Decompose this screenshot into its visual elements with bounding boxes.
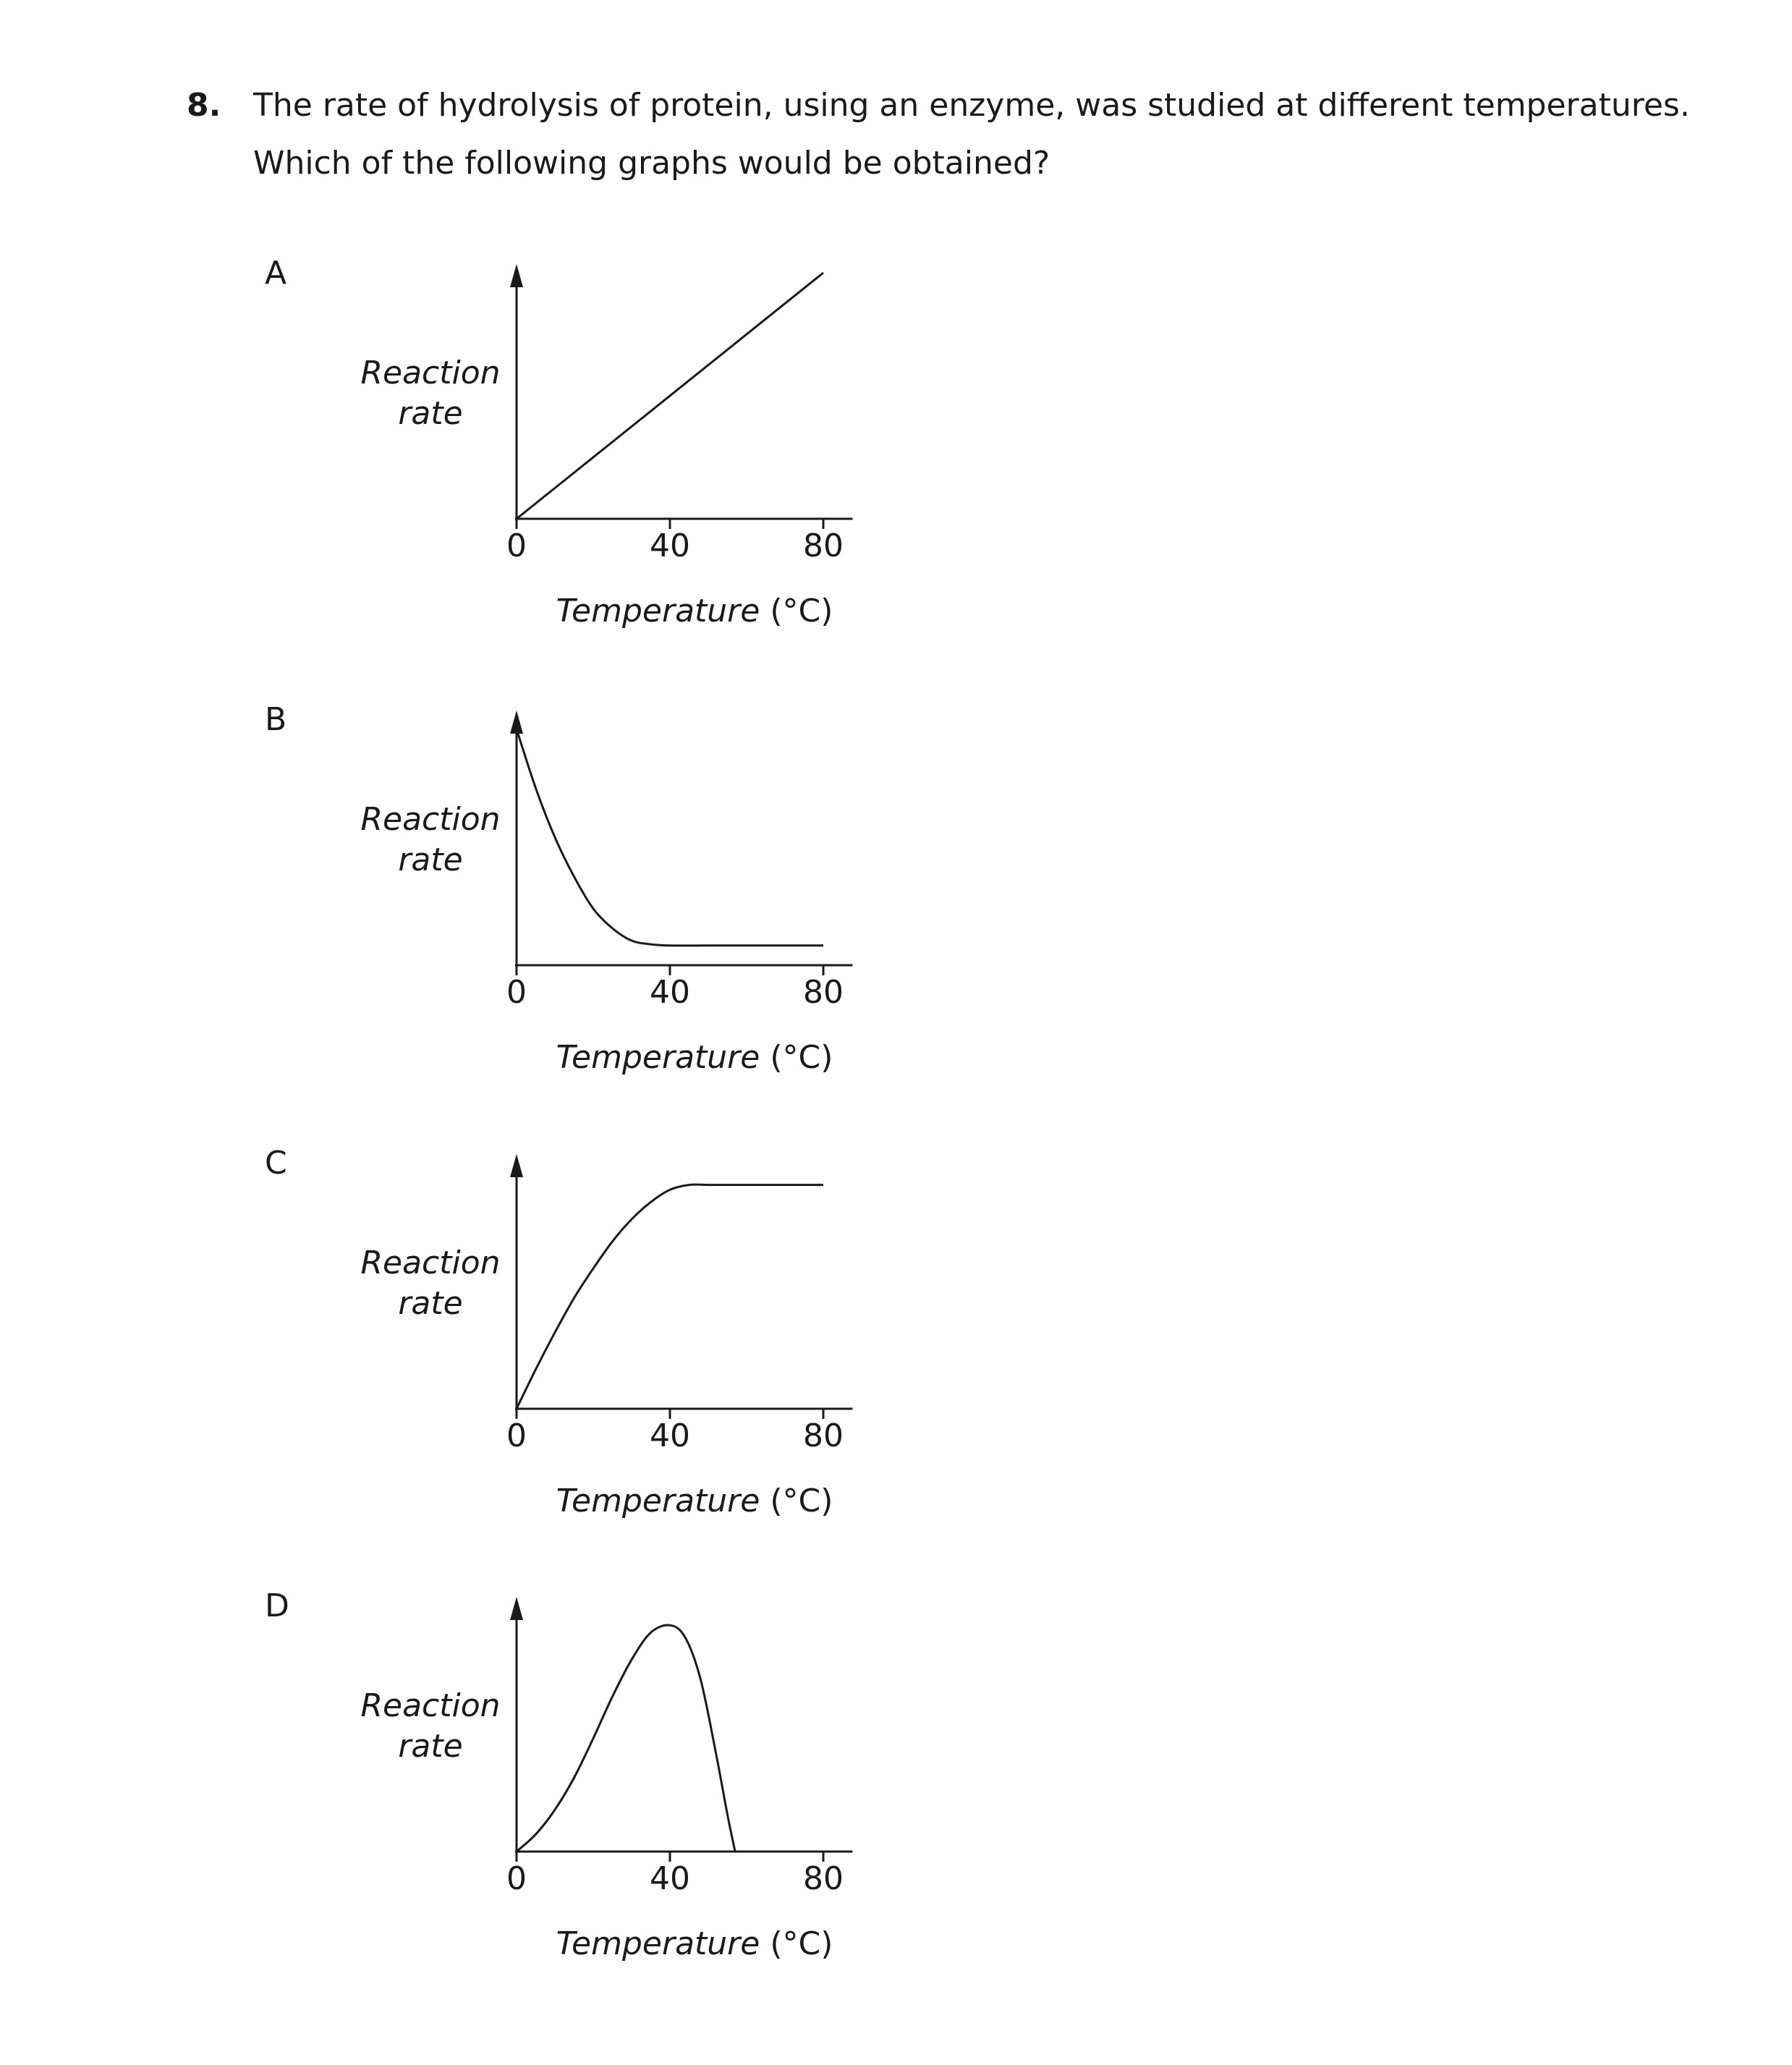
x-tick-label-0: 0 (506, 1860, 527, 1897)
x-axis-label-main: Temperature (556, 593, 760, 629)
rate-curve-d (517, 1625, 735, 1852)
x-axis-label-main: Temperature (556, 1925, 760, 1962)
y-axis-arrow-icon (510, 1597, 523, 1620)
x-tick-label-80: 80 (803, 1860, 844, 1897)
x-axis-label-main: Temperature (556, 1039, 760, 1076)
y-axis-label-line2: rate (398, 1728, 463, 1765)
x-axis-label-main: Temperature (556, 1483, 760, 1519)
x-tick-label-40: 40 (650, 527, 690, 564)
x-tick-label-40: 40 (650, 974, 690, 1011)
option-letter: C (265, 1145, 287, 1182)
x-tick-label-80: 80 (803, 527, 844, 564)
y-axis-label-line2: rate (398, 1285, 463, 1322)
x-axis-label-unit: (°C) (760, 1039, 833, 1076)
x-tick-label-80: 80 (803, 974, 844, 1011)
x-tick-label-0: 0 (506, 527, 527, 564)
y-axis-label-line1: Reaction (360, 801, 501, 838)
question-text-line2: Which of the following graphs would be obtained? (253, 145, 1050, 182)
question-number: 8. (187, 87, 221, 124)
x-axis-label-unit: (°C) (760, 1483, 833, 1519)
question-text-line1: The rate of hydrolysis of protein, using an enzyme, was studied at different temperatures. (253, 87, 1690, 124)
x-tick-label-0: 0 (506, 1417, 527, 1454)
option-letter: A (265, 255, 287, 292)
y-axis-label-line1: Reaction (360, 1687, 501, 1724)
y-axis-label-line2: rate (398, 841, 463, 878)
x-tick-label-40: 40 (650, 1860, 690, 1897)
x-axis-label-unit: (°C) (760, 1925, 833, 1962)
option-letter: D (265, 1587, 289, 1624)
x-tick-label-80: 80 (803, 1417, 844, 1454)
y-axis-label-line1: Reaction (360, 1244, 501, 1281)
x-tick-label-0: 0 (506, 974, 527, 1011)
option-letter: B (265, 701, 287, 738)
y-axis-label-line2: rate (398, 395, 463, 432)
x-axis-label-unit: (°C) (760, 593, 833, 629)
y-axis-label-line1: Reaction (360, 355, 501, 391)
x-tick-label-40: 40 (650, 1417, 690, 1454)
